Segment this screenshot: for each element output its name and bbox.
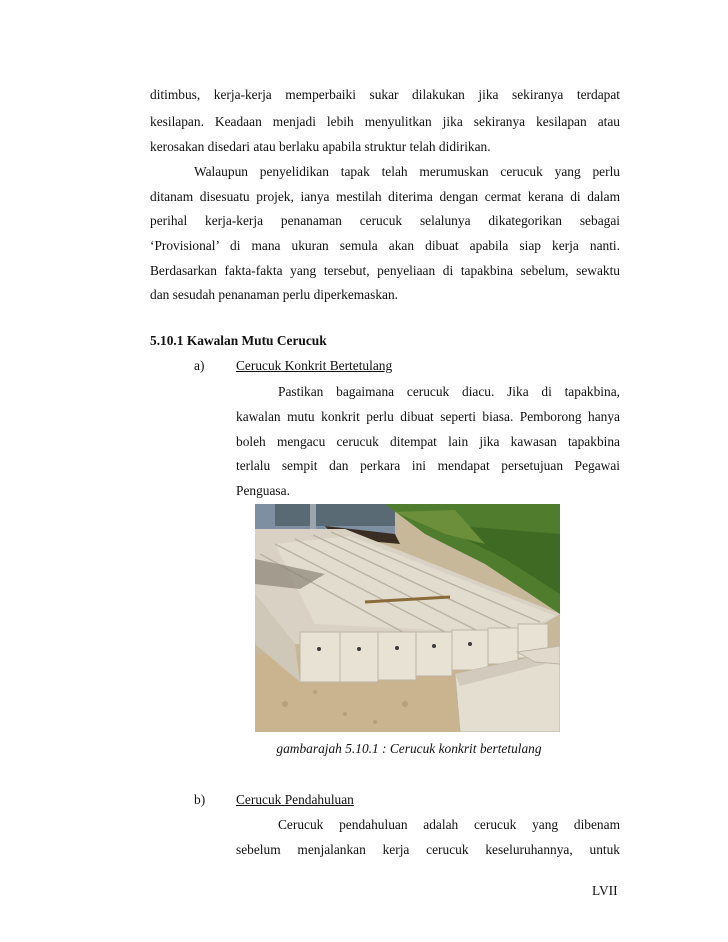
item-a-line-1: Pastikan bagaimana cerucuk diacu. Jika di tapakbina,	[278, 384, 620, 399]
paragraph-1-line-2: kesilapan. Keadaan menjadi lebih menyulitkan jika sekiranya kesilapan atau	[150, 114, 620, 129]
section-heading: 5.10.1 Kawalan Mutu Cerucuk	[150, 333, 327, 348]
item-a-title: Cerucuk Konkrit Bertetulang	[236, 358, 393, 373]
paragraph-2-line-1: Walaupun penyelidikan tapak telah merumuskan cerucuk yang perlu	[194, 164, 620, 179]
item-b-title: Cerucuk Pendahuluan	[236, 792, 354, 807]
paragraph-2-line-6: dan sesudah penanaman perlu diperkemaskan.	[150, 287, 399, 302]
item-b-line-1: Cerucuk pendahuluan adalah cerucuk yang dibenam	[278, 817, 620, 832]
paragraph-2-line-5: Berdasarkan fakta-fakta yang tersebut, penyeliaan di tapakbina sebelum, sewaktu	[150, 263, 620, 278]
item-a-line-2: kawalan mutu konkrit perlu dibuat seperti biasa. Pemborong hanya	[236, 409, 620, 424]
paragraph-1-line-3: kerosakan disedari atau berlaku apabila struktur telah didirikan.	[150, 139, 491, 154]
item-b-marker: b)	[194, 792, 206, 807]
concrete-piles-photo	[255, 504, 560, 732]
paragraph-2-line-3: perihal kerja-kerja penanaman cerucuk selalunya dikategorikan sebagai	[150, 213, 620, 228]
item-a-line-3: boleh mengacu cerucuk ditempat lain jika kawasan tapakbina	[236, 434, 620, 449]
item-b-line-2: sebelum menjalankan kerja cerucuk keseluruhannya, untuk	[236, 842, 620, 857]
figure-caption: gambarajah 5.10.1 : Cerucuk konkrit bertetulang	[276, 741, 542, 756]
page-number: LVII	[592, 883, 618, 898]
item-a-line-5: Penguasa.	[236, 483, 290, 498]
paragraph-2-line-2: ditanam disesuatu projek, ianya mestilah diterima dengan cermat kerana di dalam	[150, 189, 620, 204]
paragraph-1-line-1: ditimbus, kerja-kerja memperbaiki sukar dilakukan jika sekiranya terdapat	[150, 87, 620, 102]
paragraph-2-line-4: ‘Provisional’ di mana ukuran semula akan dibuat apabila siap kerja nanti.	[150, 238, 620, 253]
item-a-marker: a)	[194, 358, 205, 373]
item-a-line-4: terlalu sempit dan perkara ini mendapat persetujuan Pegawai	[236, 458, 620, 473]
